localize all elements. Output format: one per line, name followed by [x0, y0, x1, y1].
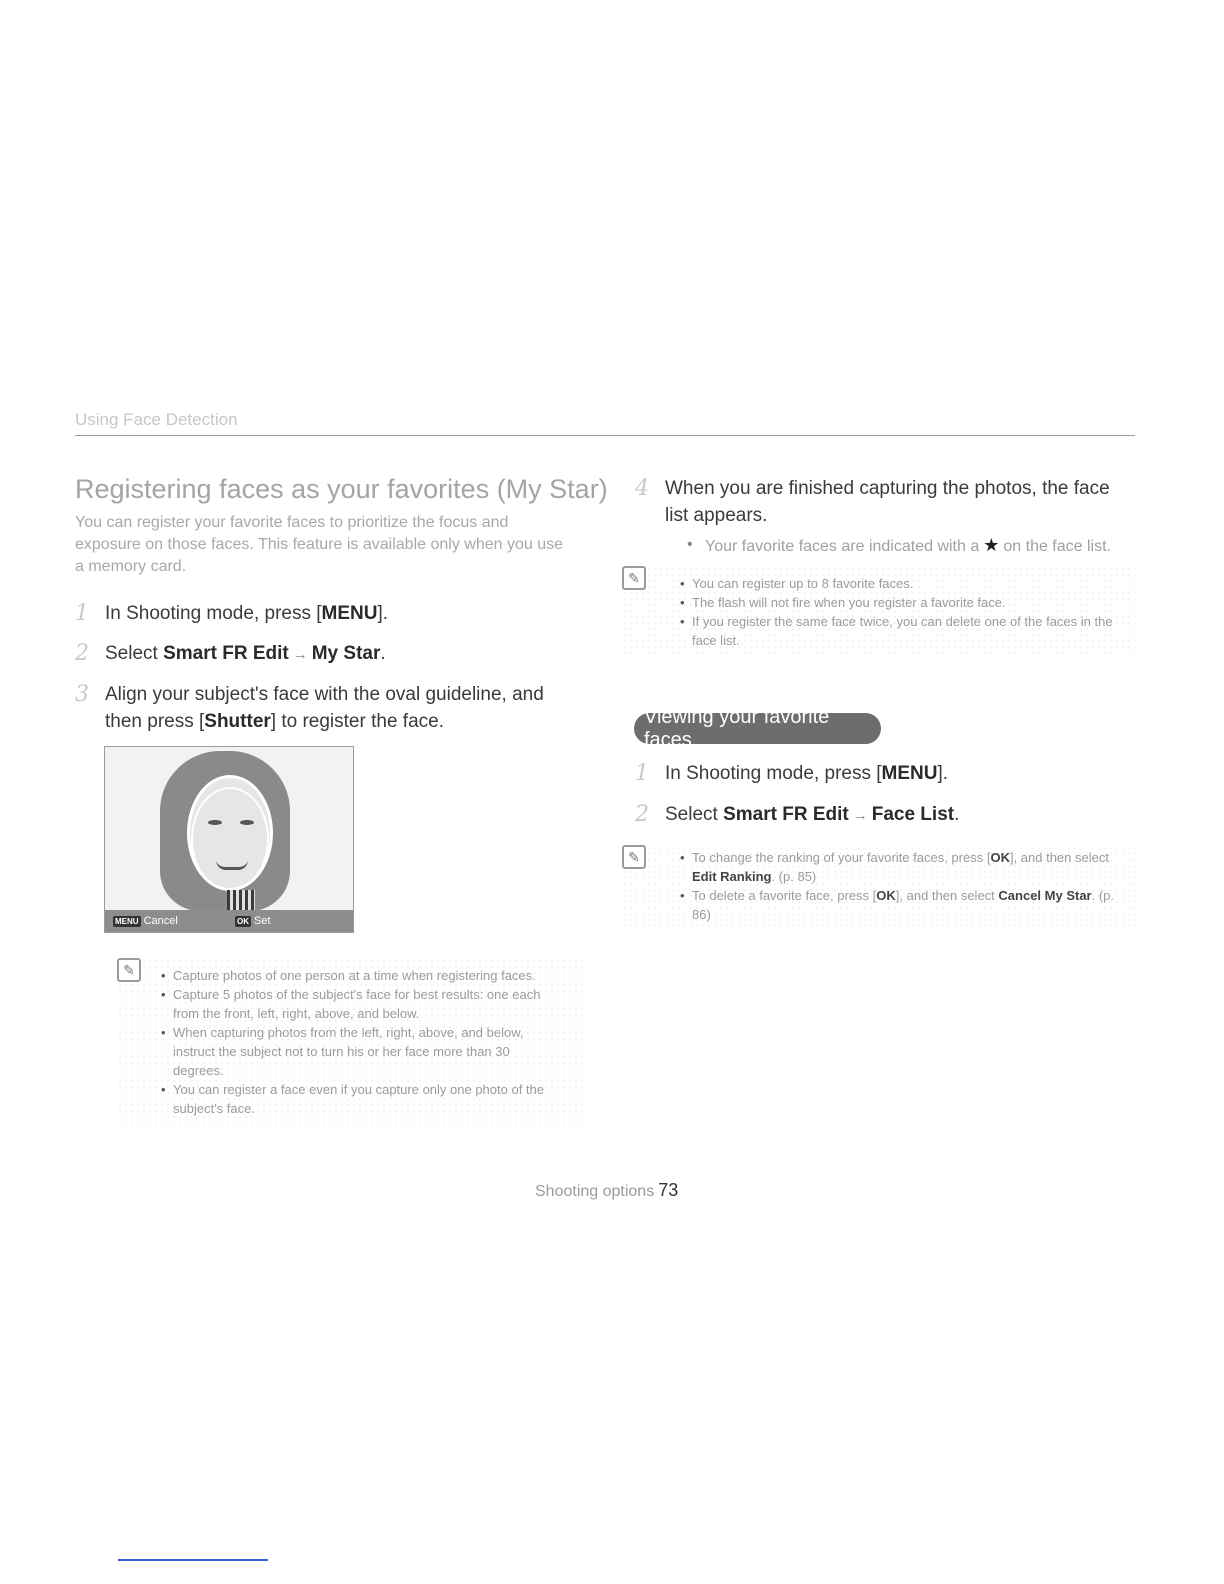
note-list: [680, 574, 1120, 650]
capture-progress-icon: [227, 890, 255, 910]
step-number: 1: [635, 761, 649, 786]
step-number: 2: [75, 641, 89, 666]
note-item: • Capture 5 photos of the subject's face for best results: one each from the front, left, right, above, and below.: [161, 985, 561, 1023]
note-list: [680, 848, 1120, 924]
arrow-icon: →: [292, 646, 308, 663]
note-box: [117, 958, 585, 1126]
camera-screen-illustration: [104, 746, 354, 933]
step-number: 3: [75, 682, 89, 707]
page-footer: [535, 1180, 678, 1201]
page-header: [75, 408, 1135, 436]
note-item: • The flash will not fire when you register a favorite face.: [680, 593, 1120, 612]
note-box: [622, 566, 1135, 654]
note-item: • You can register a face even if you capture only one photo of the subject's face.: [161, 1080, 561, 1118]
note-icon: ✎: [117, 958, 141, 982]
note-item: • To change the ranking of your favorite faces, press [OK], and then select Edit Ranking. (p. 85): [680, 848, 1120, 886]
left-column: [75, 472, 608, 735]
step-4: 4 When you are finished capturing the photos, the face list appears.: [635, 476, 1110, 526]
note-item: • To delete a favorite face, press [OK], and then select Cancel My Star. (p. 86): [680, 886, 1120, 924]
note-box: [622, 845, 1135, 929]
star-icon: ★: [983, 535, 1000, 555]
step-1: 1 In Shooting mode, press [MENU].: [75, 601, 389, 626]
bottom-rule: [118, 1559, 268, 1561]
screen-button-bar: [105, 910, 353, 932]
set-softkey: OK Set: [237, 915, 271, 927]
header-title: Using Face Detection: [75, 410, 238, 429]
section-pill-heading: Viewing your favorite faces: [634, 713, 881, 744]
section-title: Registering faces as your favorites (My Star): [75, 474, 608, 504]
viewing-steps: [635, 760, 1135, 829]
page-number: 73: [658, 1180, 679, 1200]
note-list: [161, 966, 561, 1118]
intro-text: You can register your favorite faces to prioritize the focus and exposure on those faces. This feature is available only when you use a memory card.: [75, 514, 563, 575]
step-3: 3 Align your subject's face with the oval guideline, and then press [Shutter] to register the face.: [75, 682, 544, 732]
step-1: 1 In Shooting mode, press [MENU].: [635, 761, 949, 786]
note-item: • When capturing photos from the left, right, above, and below, instruct the subject not to turn his or her face more than 30 degrees.: [161, 1023, 561, 1080]
step-2: 2 Select Smart FR Edit → Face List.: [635, 802, 960, 827]
arrow-icon: →: [852, 807, 868, 824]
ok-key-icon: OK: [237, 916, 249, 926]
step-number: 1: [75, 601, 89, 626]
step-2: 2 Select Smart FR Edit → My Star.: [75, 641, 386, 666]
footer-section: Shooting options: [535, 1183, 655, 1200]
note-icon: ✎: [622, 566, 646, 590]
oval-guideline: [191, 787, 269, 891]
step-4-bullet: • Your favorite faces are indicated with a ★ on the face list.: [687, 533, 1135, 559]
note-item: • Capture photos of one person at a time when registering faces.: [161, 966, 561, 985]
cancel-softkey: MENU Cancel: [115, 915, 178, 927]
right-column: [635, 475, 1135, 559]
note-icon: ✎: [622, 845, 646, 869]
note-item: • You can register up to 8 favorite faces.: [680, 574, 1120, 593]
note-item: • If you register the same face twice, you can delete one of the faces in the face list.: [680, 612, 1120, 650]
menu-key-icon: MENU: [115, 916, 139, 926]
step-number: 2: [635, 802, 649, 827]
step-number: 4: [635, 476, 649, 501]
